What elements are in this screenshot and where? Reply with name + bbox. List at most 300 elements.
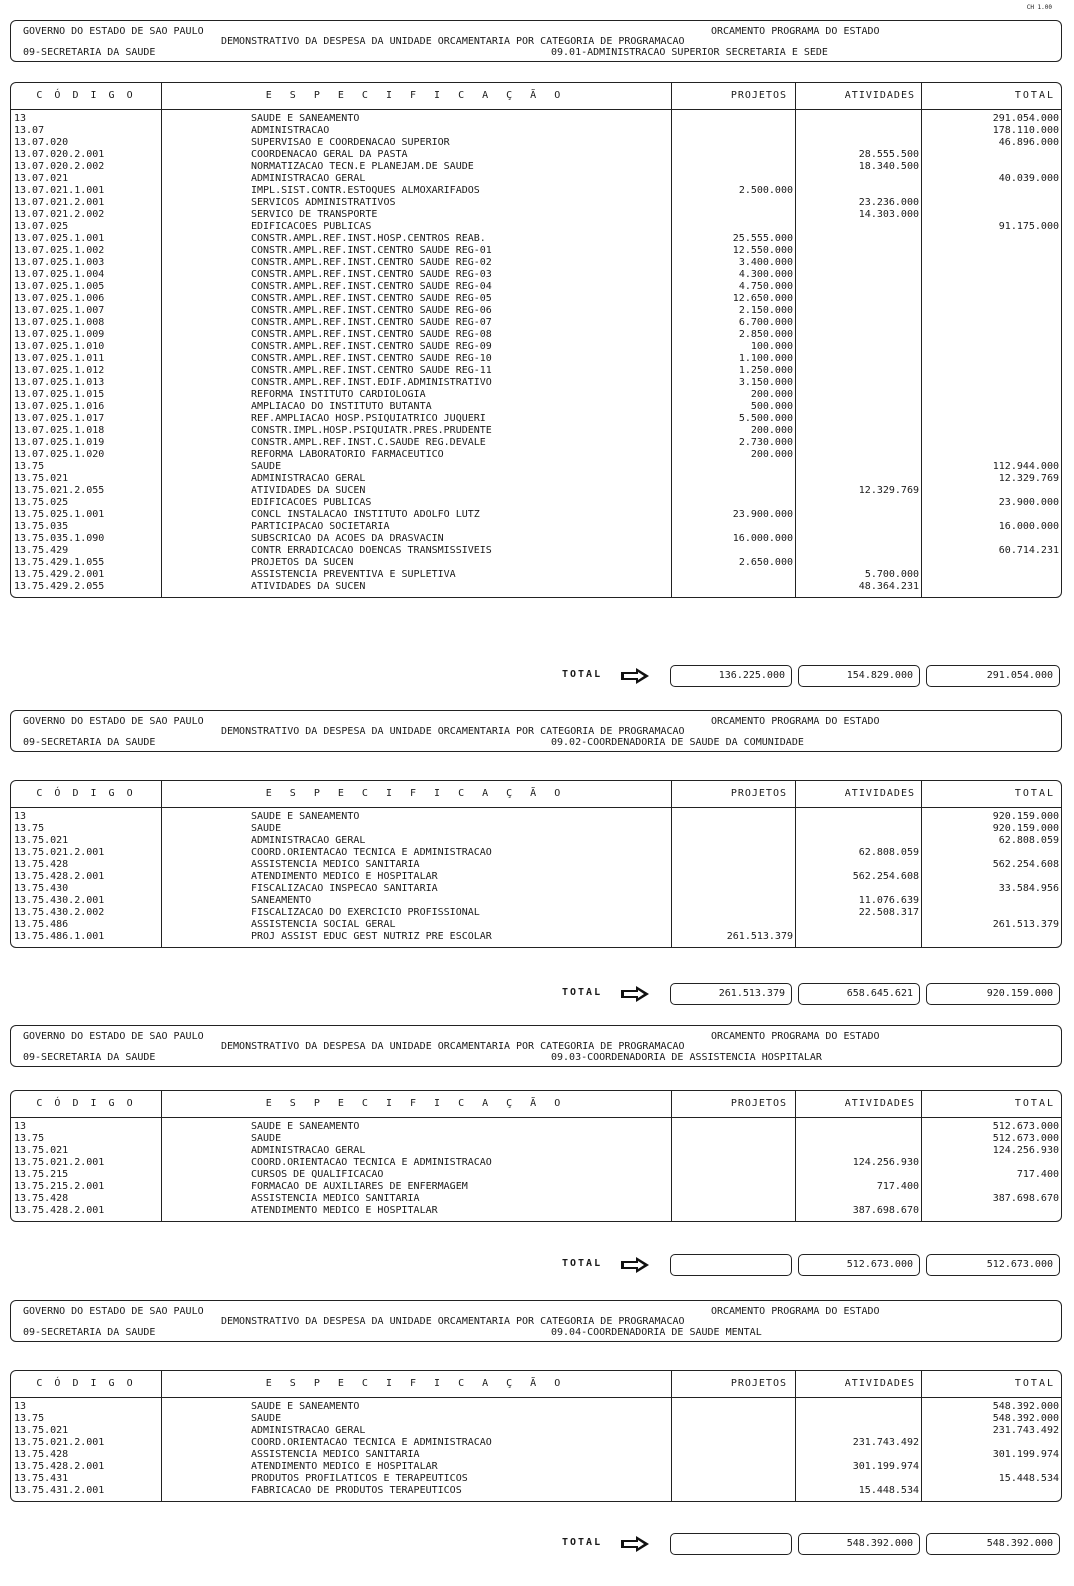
cell-codigo: 13.75.021.2.001 — [14, 1437, 105, 1448]
col-header-especificacao: E S P E C I F I C A Ç Ã O — [265, 1098, 567, 1109]
table-row — [11, 113, 1061, 125]
col-header-projetos: PROJETOS — [730, 90, 787, 101]
cell-especificacao: REFORMA LABORATORIO FARMACEUTICO — [251, 449, 444, 460]
table-row — [11, 197, 1061, 209]
cell-especificacao: ATENDIMENTO MEDICO E HOSPITALAR — [251, 871, 438, 882]
cell-codigo: 13.07 — [14, 125, 45, 136]
table-row — [11, 365, 1061, 377]
header-title: DEMONSTRATIVO DA DESPESA DA UNIDADE ORCAMENTARIA POR CATEGORIA DE PROGRAMACAO — [221, 36, 685, 47]
cell-atividades: 15.448.534 — [858, 1485, 919, 1496]
table-row — [11, 449, 1061, 461]
cell-codigo: 13.75.021 — [14, 835, 69, 846]
total-geral: 291.054.000 — [926, 665, 1060, 687]
cell-codigo: 13 — [14, 811, 27, 822]
cell-especificacao: SAUDE E SANEAMENTO — [251, 811, 360, 822]
cell-especificacao: PARTICIPACAO SOCIETARIA — [251, 521, 390, 532]
table-row — [11, 581, 1061, 593]
cell-especificacao: FISCALIZACAO INSPECAO SANITARIA — [251, 883, 438, 894]
cell-projetos: 1.250.000 — [738, 365, 793, 376]
cell-projetos: 2.500.000 — [738, 185, 793, 196]
cell-total: 562.254.608 — [992, 859, 1059, 870]
cell-projetos: 261.513.379 — [726, 931, 793, 942]
cell-total: 15.448.534 — [998, 1473, 1059, 1484]
cell-especificacao: SANEAMENTO — [251, 895, 312, 906]
header-secretariat: 09-SECRETARIA DA SAUDE — [23, 1052, 156, 1063]
table-row — [11, 919, 1061, 931]
table-row — [11, 1169, 1061, 1181]
cell-codigo: 13.07.025.1.013 — [14, 377, 105, 388]
cell-total: 291.054.000 — [992, 113, 1059, 124]
cell-codigo: 13.07.020.2.002 — [14, 161, 105, 172]
page-code: CH 1.00 — [1026, 4, 1052, 11]
cell-especificacao: SERVICO DE TRANSPORTE — [251, 209, 378, 220]
table-row — [11, 413, 1061, 425]
cell-codigo: 13.75.431.2.001 — [14, 1485, 105, 1496]
cell-especificacao: EDIFICACOES PUBLICAS — [251, 497, 372, 508]
cell-codigo: 13.07.021 — [14, 173, 69, 184]
cell-codigo: 13.75.429.2.055 — [14, 581, 105, 592]
header-program: ORCAMENTO PROGRAMA DO ESTADO — [711, 716, 880, 727]
cell-especificacao: COORDENACAO GERAL DA PASTA — [251, 149, 408, 160]
cell-codigo: 13.75.430 — [14, 883, 69, 894]
table-row — [11, 281, 1061, 293]
cell-total: 16.000.000 — [998, 521, 1059, 532]
cell-especificacao: ADMINISTRACAO GERAL — [251, 1145, 366, 1156]
cell-projetos: 23.900.000 — [732, 509, 793, 520]
table-row — [11, 1425, 1061, 1437]
cell-projetos: 2.850.000 — [738, 329, 793, 340]
table-row — [11, 847, 1061, 859]
cell-atividades: 124.256.930 — [852, 1157, 919, 1168]
cell-codigo: 13.75.428.2.001 — [14, 1461, 105, 1472]
expense-table — [10, 780, 1062, 948]
total-geral: 920.159.000 — [926, 983, 1060, 1005]
cell-codigo: 13.07.025.1.005 — [14, 281, 105, 292]
col-header-total: TOTAL — [1014, 1098, 1055, 1109]
cell-codigo: 13.75.430.2.002 — [14, 907, 105, 918]
table-row — [11, 269, 1061, 281]
cell-projetos: 12.550.000 — [732, 245, 793, 256]
table-row — [11, 1193, 1061, 1205]
header-title: DEMONSTRATIVO DA DESPESA DA UNIDADE ORCAMENTARIA POR CATEGORIA DE PROGRAMACAO — [221, 1316, 685, 1327]
cell-especificacao: ATENDIMENTO MEDICO E HOSPITALAR — [251, 1205, 438, 1216]
col-header-projetos: PROJETOS — [730, 788, 787, 799]
header-title: DEMONSTRATIVO DA DESPESA DA UNIDADE ORCAMENTARIA POR CATEGORIA DE PROGRAMACAO — [221, 1041, 685, 1052]
cell-total: 261.513.379 — [992, 919, 1059, 930]
cell-codigo: 13.07.025 — [14, 221, 69, 232]
total-label: TOTAL — [562, 987, 603, 998]
cell-projetos: 200.000 — [750, 425, 793, 436]
cell-especificacao: ADMINISTRACAO GERAL — [251, 1425, 366, 1436]
table-row — [11, 533, 1061, 545]
cell-especificacao: SUPERVISAO E COORDENACAO SUPERIOR — [251, 137, 450, 148]
section-header — [10, 1300, 1062, 1342]
table-row — [11, 353, 1061, 365]
cell-especificacao: PROJETOS DA SUCEN — [251, 557, 354, 568]
expense-table — [10, 1090, 1062, 1222]
table-row — [11, 377, 1061, 389]
cell-projetos: 4.300.000 — [738, 269, 793, 280]
cell-especificacao: PROJ ASSIST EDUC GEST NUTRIZ PRE ESCOLAR — [251, 931, 492, 942]
col-header-especificacao: E S P E C I F I C A Ç Ã O — [265, 90, 567, 101]
cell-especificacao: ASSISTENCIA MEDICO SANITARIA — [251, 859, 420, 870]
cell-total: 301.199.974 — [992, 1449, 1059, 1460]
cell-total: 40.039.000 — [998, 173, 1059, 184]
cell-codigo: 13.07.025.1.001 — [14, 233, 105, 244]
cell-codigo: 13.75.429.2.001 — [14, 569, 105, 580]
col-header-atividades: ATIVIDADES — [844, 90, 915, 101]
cell-codigo: 13.07.021.2.001 — [14, 197, 105, 208]
cell-codigo: 13.75 — [14, 823, 45, 834]
cell-especificacao: ASSISTENCIA MEDICO SANITARIA — [251, 1193, 420, 1204]
header-unit: 09.03-COORDENADORIA DE ASSISTENCIA HOSPITALAR — [551, 1052, 822, 1063]
total-projetos — [670, 1533, 792, 1555]
cell-especificacao: CONSTR.AMPL.REF.INST.CENTRO SAUDE REG-07 — [251, 317, 492, 328]
cell-atividades: 562.254.608 — [852, 871, 919, 882]
arrow-right-icon — [620, 1256, 650, 1274]
cell-codigo: 13.07.025.1.003 — [14, 257, 105, 268]
total-atividades: 548.392.000 — [798, 1533, 920, 1555]
cell-atividades: 23.236.000 — [858, 197, 919, 208]
header-divider — [11, 1397, 1061, 1398]
cell-atividades: 11.076.639 — [858, 895, 919, 906]
cell-atividades: 231.743.492 — [852, 1437, 919, 1448]
cell-especificacao: CONSTR.AMPL.REF.INST.CENTRO SAUDE REG-08 — [251, 329, 492, 340]
cell-codigo: 13.07.025.1.007 — [14, 305, 105, 316]
cell-total: 548.392.000 — [992, 1401, 1059, 1412]
cell-especificacao: CONSTR.AMPL.REF.INST.EDIF.ADMINISTRATIVO — [251, 377, 492, 388]
header-divider — [11, 109, 1061, 110]
col-header-codigo: C Ó D I G O — [36, 1098, 136, 1109]
total-projetos: 136.225.000 — [670, 665, 792, 687]
col-header-atividades: ATIVIDADES — [844, 788, 915, 799]
header-government: GOVERNO DO ESTADO DE SAO PAULO — [23, 1306, 204, 1317]
table-row — [11, 871, 1061, 883]
cell-projetos: 100.000 — [750, 341, 793, 352]
cell-atividades: 301.199.974 — [852, 1461, 919, 1472]
arrow-right-icon — [620, 985, 650, 1003]
section-header — [10, 1025, 1062, 1067]
header-unit: 09.02-COORDENADORIA DE SAUDE DA COMUNIDADE — [551, 737, 804, 748]
cell-especificacao: CONSTR.AMPL.REF.INST.CENTRO SAUDE REG-02 — [251, 257, 492, 268]
section-header — [10, 710, 1062, 752]
table-row — [11, 221, 1061, 233]
cell-atividades: 717.400 — [876, 1181, 919, 1192]
table-row — [11, 557, 1061, 569]
cell-especificacao: FISCALIZACAO DO EXERCICIO PROFISSIONAL — [251, 907, 480, 918]
total-projetos — [670, 1254, 792, 1276]
cell-codigo: 13.07.025.1.017 — [14, 413, 105, 424]
cell-codigo: 13.07.025.1.009 — [14, 329, 105, 340]
col-header-codigo: C Ó D I G O — [36, 788, 136, 799]
cell-codigo: 13.75.429.1.055 — [14, 557, 105, 568]
cell-codigo: 13.07.020.2.001 — [14, 149, 105, 160]
cell-especificacao: SAUDE — [251, 461, 282, 472]
cell-codigo: 13.75.035 — [14, 521, 69, 532]
table-row — [11, 823, 1061, 835]
cell-especificacao: SERVICOS ADMINISTRATIVOS — [251, 197, 396, 208]
table-body — [11, 1401, 1061, 1497]
cell-total: 23.900.000 — [998, 497, 1059, 508]
cell-especificacao: CONSTR.AMPL.REF.INST.CENTRO SAUDE REG-10 — [251, 353, 492, 364]
cell-especificacao: CONCL INSTALACAO INSTITUTO ADOLFO LUTZ — [251, 509, 480, 520]
header-secretariat: 09-SECRETARIA DA SAUDE — [23, 1327, 156, 1338]
cell-codigo: 13.75.428.2.001 — [14, 1205, 105, 1216]
cell-codigo: 13.07.025.1.015 — [14, 389, 105, 400]
cell-codigo: 13.07.021.1.001 — [14, 185, 105, 196]
table-row — [11, 811, 1061, 823]
cell-especificacao: ATIVIDADES DA SUCEN — [251, 485, 366, 496]
cell-especificacao: SAUDE E SANEAMENTO — [251, 113, 360, 124]
cell-total: 387.698.670 — [992, 1193, 1059, 1204]
table-row — [11, 859, 1061, 871]
cell-codigo: 13.07.025.1.018 — [14, 425, 105, 436]
header-unit: 09.01-ADMINISTRACAO SUPERIOR SECRETARIA E SEDE — [551, 47, 828, 58]
table-row — [11, 389, 1061, 401]
cell-projetos: 12.650.000 — [732, 293, 793, 304]
table-row — [11, 1449, 1061, 1461]
cell-especificacao: ADMINISTRACAO — [251, 125, 330, 136]
cell-total: 12.329.769 — [998, 473, 1059, 484]
cell-atividades: 28.555.500 — [858, 149, 919, 160]
cell-especificacao: CONSTR.IMPL.HOSP.PSIQUIATR.PRES.PRUDENTE — [251, 425, 492, 436]
table-row — [11, 137, 1061, 149]
cell-especificacao: ASSISTENCIA MEDICO SANITARIA — [251, 1449, 420, 1460]
total-label: TOTAL — [562, 669, 603, 680]
cell-especificacao: ASSISTENCIA SOCIAL GERAL — [251, 919, 396, 930]
table-row — [11, 509, 1061, 521]
header-government: GOVERNO DO ESTADO DE SAO PAULO — [23, 1031, 204, 1042]
total-label: TOTAL — [562, 1258, 603, 1269]
cell-codigo: 13.07.025.1.006 — [14, 293, 105, 304]
cell-total: 178.110.000 — [992, 125, 1059, 136]
cell-especificacao: CONSTR.AMPL.REF.INST.CENTRO SAUDE REG-01 — [251, 245, 492, 256]
cell-especificacao: SUBSCRICAO DA ACOES DA DRASVACIN — [251, 533, 444, 544]
table-row — [11, 473, 1061, 485]
cell-especificacao: IMPL.SIST.CONTR.ESTOQUES ALMOXARIFADOS — [251, 185, 480, 196]
cell-codigo: 13.75.486 — [14, 919, 69, 930]
total-atividades: 658.645.621 — [798, 983, 920, 1005]
cell-codigo: 13.75.025 — [14, 497, 69, 508]
section-header — [10, 20, 1062, 62]
cell-total: 60.714.231 — [998, 545, 1059, 556]
table-row — [11, 233, 1061, 245]
cell-codigo: 13.75 — [14, 1133, 45, 1144]
table-row — [11, 1121, 1061, 1133]
cell-especificacao: SAUDE — [251, 1413, 282, 1424]
cell-codigo: 13.75.021 — [14, 1425, 69, 1436]
table-row — [11, 293, 1061, 305]
cell-codigo: 13.75.215.2.001 — [14, 1181, 105, 1192]
cell-projetos: 25.555.000 — [732, 233, 793, 244]
totals-row — [10, 1533, 1062, 1555]
cell-codigo: 13.75.021.2.001 — [14, 1157, 105, 1168]
cell-codigo: 13.75.486.1.001 — [14, 931, 105, 942]
table-row — [11, 461, 1061, 473]
col-header-codigo: C Ó D I G O — [36, 1378, 136, 1389]
col-header-total: TOTAL — [1014, 1378, 1055, 1389]
cell-projetos: 2.730.000 — [738, 437, 793, 448]
col-header-projetos: PROJETOS — [730, 1098, 787, 1109]
header-divider — [11, 807, 1061, 808]
cell-codigo: 13.75.428 — [14, 1193, 69, 1204]
cell-total: 112.944.000 — [992, 461, 1059, 472]
cell-especificacao: CURSOS DE QUALIFICACAO — [251, 1169, 384, 1180]
col-header-especificacao: E S P E C I F I C A Ç Ã O — [265, 788, 567, 799]
cell-codigo: 13.07.025.1.002 — [14, 245, 105, 256]
cell-especificacao: CONSTR.AMPL.REF.INST.CENTRO SAUDE REG-11 — [251, 365, 492, 376]
cell-codigo: 13.07.025.1.012 — [14, 365, 105, 376]
col-header-especificacao: E S P E C I F I C A Ç Ã O — [265, 1378, 567, 1389]
cell-total: 231.743.492 — [992, 1425, 1059, 1436]
table-row — [11, 209, 1061, 221]
expense-table — [10, 1370, 1062, 1502]
cell-codigo: 13.75.428 — [14, 1449, 69, 1460]
cell-especificacao: REF.AMPLIACAO HOSP.PSIQUIATRICO JUQUERI — [251, 413, 486, 424]
cell-codigo: 13.07.025.1.010 — [14, 341, 105, 352]
table-row — [11, 497, 1061, 509]
col-header-total: TOTAL — [1014, 90, 1055, 101]
cell-especificacao: COORD.ORIENTACAO TECNICA E ADMINISTRACAO — [251, 1157, 492, 1168]
total-geral: 512.673.000 — [926, 1254, 1060, 1276]
table-row — [11, 125, 1061, 137]
table-row — [11, 545, 1061, 557]
cell-codigo: 13.75.431 — [14, 1473, 69, 1484]
table-row — [11, 907, 1061, 919]
arrow-right-icon — [620, 1535, 650, 1553]
cell-codigo: 13.75.021 — [14, 1145, 69, 1156]
cell-especificacao: COORD.ORIENTACAO TECNICA E ADMINISTRACAO — [251, 1437, 492, 1448]
col-header-atividades: ATIVIDADES — [844, 1098, 915, 1109]
cell-codigo: 13.75.021 — [14, 473, 69, 484]
cell-atividades: 14.303.000 — [858, 209, 919, 220]
cell-especificacao: ADMINISTRACAO GERAL — [251, 835, 366, 846]
cell-codigo: 13.75.429 — [14, 545, 69, 556]
table-row — [11, 329, 1061, 341]
table-body — [11, 811, 1061, 943]
total-geral: 548.392.000 — [926, 1533, 1060, 1555]
cell-projetos: 1.100.000 — [738, 353, 793, 364]
table-row — [11, 245, 1061, 257]
cell-especificacao: ASSISTENCIA PREVENTIVA E SUPLETIVA — [251, 569, 456, 580]
cell-especificacao: CONSTR.AMPL.REF.INST.CENTRO SAUDE REG-04 — [251, 281, 492, 292]
cell-total: 46.896.000 — [998, 137, 1059, 148]
table-row — [11, 437, 1061, 449]
header-divider — [11, 1117, 1061, 1118]
header-secretariat: 09-SECRETARIA DA SAUDE — [23, 47, 156, 58]
cell-codigo: 13.07.025.1.011 — [14, 353, 105, 364]
table-row — [11, 569, 1061, 581]
cell-codigo: 13.75.021.2.055 — [14, 485, 105, 496]
cell-atividades: 18.340.500 — [858, 161, 919, 172]
cell-codigo: 13.07.020 — [14, 137, 69, 148]
cell-codigo: 13.07.025.1.020 — [14, 449, 105, 460]
totals-row — [10, 665, 1062, 687]
cell-projetos: 3.400.000 — [738, 257, 793, 268]
table-row — [11, 835, 1061, 847]
cell-codigo: 13.07.025.1.016 — [14, 401, 105, 412]
total-label: TOTAL — [562, 1537, 603, 1548]
header-secretariat: 09-SECRETARIA DA SAUDE — [23, 737, 156, 748]
table-row — [11, 149, 1061, 161]
table-row — [11, 1413, 1061, 1425]
cell-codigo: 13.75.430.2.001 — [14, 895, 105, 906]
table-row — [11, 485, 1061, 497]
table-row — [11, 1157, 1061, 1169]
header-program: ORCAMENTO PROGRAMA DO ESTADO — [711, 1306, 880, 1317]
table-row — [11, 1181, 1061, 1193]
cell-especificacao: EDIFICACOES PUBLICAS — [251, 221, 372, 232]
cell-atividades: 5.700.000 — [864, 569, 919, 580]
cell-projetos: 500.000 — [750, 401, 793, 412]
cell-codigo: 13.75.428.2.001 — [14, 871, 105, 882]
cell-especificacao: PRODUTOS PROFILATICOS E TERAPEUTICOS — [251, 1473, 468, 1484]
cell-codigo: 13.75.025.1.001 — [14, 509, 105, 520]
totals-row — [10, 1254, 1062, 1276]
cell-codigo: 13.75.428 — [14, 859, 69, 870]
cell-codigo: 13.07.025.1.019 — [14, 437, 105, 448]
header-program: ORCAMENTO PROGRAMA DO ESTADO — [711, 26, 880, 37]
cell-especificacao: SAUDE — [251, 823, 282, 834]
cell-especificacao: ADMINISTRACAO GERAL — [251, 173, 366, 184]
header-title: DEMONSTRATIVO DA DESPESA DA UNIDADE ORCAMENTARIA POR CATEGORIA DE PROGRAMACAO — [221, 726, 685, 737]
cell-codigo: 13.75.215 — [14, 1169, 69, 1180]
cell-total: 91.175.000 — [998, 221, 1059, 232]
cell-total: 920.159.000 — [992, 811, 1059, 822]
cell-total: 512.673.000 — [992, 1121, 1059, 1132]
cell-especificacao: FORMACAO DE AUXILIARES DE ENFERMAGEM — [251, 1181, 468, 1192]
cell-especificacao: SAUDE — [251, 1133, 282, 1144]
cell-especificacao: FABRICACAO DE PRODUTOS TERAPEUTICOS — [251, 1485, 462, 1496]
cell-total: 548.392.000 — [992, 1413, 1059, 1424]
table-row — [11, 1145, 1061, 1157]
cell-codigo: 13.75 — [14, 461, 45, 472]
table-row — [11, 1473, 1061, 1485]
col-header-projetos: PROJETOS — [730, 1378, 787, 1389]
table-row — [11, 1205, 1061, 1217]
table-row — [11, 185, 1061, 197]
cell-especificacao: CONSTR.AMPL.REF.INST.HOSP.CENTROS REAB. — [251, 233, 486, 244]
totals-row — [10, 983, 1062, 1005]
cell-total: 512.673.000 — [992, 1133, 1059, 1144]
cell-codigo: 13.07.025.1.004 — [14, 269, 105, 280]
cell-total: 717.400 — [1016, 1169, 1059, 1180]
cell-codigo: 13.75.035.1.090 — [14, 533, 105, 544]
cell-projetos: 2.650.000 — [738, 557, 793, 568]
expense-table — [10, 82, 1062, 598]
cell-projetos: 16.000.000 — [732, 533, 793, 544]
table-row — [11, 173, 1061, 185]
cell-atividades: 62.808.059 — [858, 847, 919, 858]
col-header-codigo: C Ó D I G O — [36, 90, 136, 101]
table-row — [11, 1485, 1061, 1497]
header-government: GOVERNO DO ESTADO DE SAO PAULO — [23, 716, 204, 727]
cell-projetos: 3.150.000 — [738, 377, 793, 388]
cell-atividades: 22.508.317 — [858, 907, 919, 918]
table-row — [11, 317, 1061, 329]
cell-especificacao: CONSTR.AMPL.REF.INST.CENTRO SAUDE REG-03 — [251, 269, 492, 280]
cell-total: 920.159.000 — [992, 823, 1059, 834]
table-row — [11, 521, 1061, 533]
cell-codigo: 13 — [14, 1401, 27, 1412]
table-row — [11, 257, 1061, 269]
table-row — [11, 1401, 1061, 1413]
arrow-right-icon — [620, 667, 650, 685]
cell-projetos: 200.000 — [750, 449, 793, 460]
cell-especificacao: ATIVIDADES DA SUCEN — [251, 581, 366, 592]
cell-especificacao: ATENDIMENTO MEDICO E HOSPITALAR — [251, 1461, 438, 1472]
cell-codigo: 13.07.021.2.002 — [14, 209, 105, 220]
